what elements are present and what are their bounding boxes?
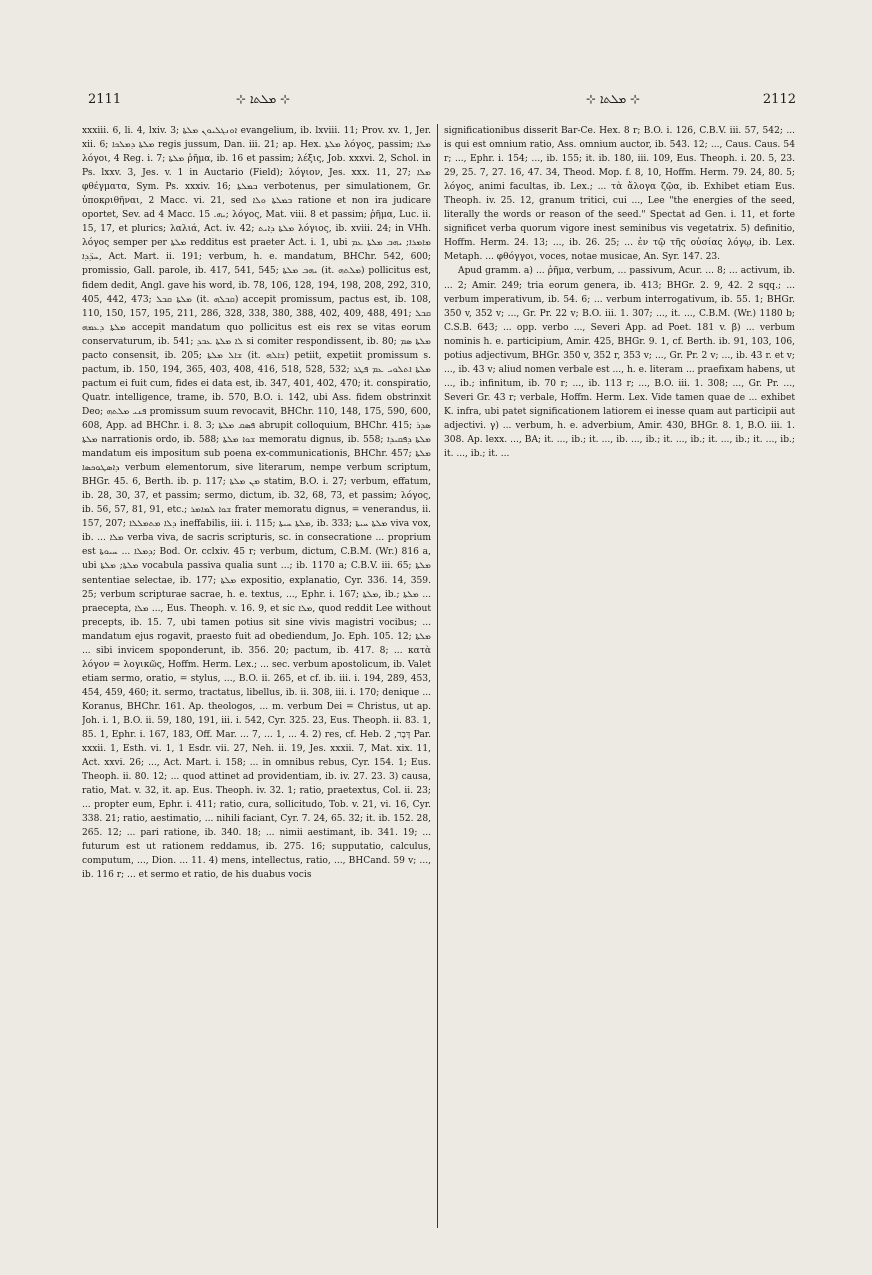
- page-number-left: 2111: [88, 92, 122, 107]
- left-text-column: [82, 124, 431, 1234]
- right-column-paragraph-1: significationibus disserit Bar-Ce. Hex. 8 r; B.O. i. 126, C.B.V. iii. 57, 542; ... is qui est omnium ratio, Ass. omnium auctor, ib. 543. 12; ..., Caus. Caus. 54 r; ..., Ephr. i. 154; ..., ib. 155; it. ib. 180, iii. 109, Eus. Theoph. i. 20. 5, 23. 29, 25. 7, 27. 16, 47. 34, Theod. Mop. f. 8, 10, Hoffm. Herm. 79. 24, 80. 5; λόγος, animi facultas, ib. Lex.; ... τὰ ἄλογα ζῷα, ib. Exhibet etiam Eus. Theoph. iv. 25. 12, granum tritici, cui ..., Lee "the energies of the seed, literally the words or reason of the seed." Spectat ad Gen. i. 11, et forte significet verba quorum vigore inest seminibus vis vegetatrix. 5) definitio, Hoffm. Herm. 24. 13; ..., ib. 26. 25; ... ἐν τῷ τῆς οὐσίας λόγῳ, ib. Lex. Metaph. ... φθόγγοι, voces, notae musicae, An. Syr. 147. 23.: [444, 126, 795, 263]
- running-head-left: ⊹ ܡܠܬܐ ⊹: [236, 92, 291, 106]
- column-divider: [437, 124, 438, 1228]
- left-column-paragraph: xxxiii. 6, li. 4, lxiv. 3; ܐܘܢܓܠܝܘܢ ܡܠܬܐ evangelium, ib. lxviii. 11; Prov. xv. 1, Jer. xii. 6; ܡܠܬܐ ܕܡܠܟܐ regis jussum, Dan. iii. 21; ap. Hex. ܡܠܬܐ λόγος, passim; ܡܠܐ λόγοι, 4 Reg. i. 7; ܡܠܬܐ ῥῆμα, ib. 16 et passim; λέξις, Job. xxxvi. 2, Schol. in Ps. lxxv. 3, Jes. v. 1 in Auctario (Field); λόγιον, Jes. xxx. 11, 27; ܡܠܐ φθέγματα, Sym. Ps. xxxiv. 16; ܒܡܠܬܐ verbotenus, per simulationem, Gr. ὑποκριθῆναι, 2 Macc. vi. 21, sed ܒܡܠܬܐ ܘܠܐ ratione et non ira judicare oportet, Sev. ad 4 Macc. ܝܗ. 15; λόγος, Mat. viii. 8 et passim; ῥῆμα, Luc. ii. 15, 17, et plurics; λαλιά, Act. iv. 42; ܡܠܬܐ ܕܐܝܬ λόγιος, ib. xviii. 24; in VHh. λόγος semper per ܡܠܬܐ redditus est praeter Act. i. 1, ubi ܡܐܡܪܐ; ܝܗܒ ܡܠܬܐ ܥܡ ܚܕ̈ܕܐ, Act. Mart. ii. 191; verbum, h. e. mandatum, BHChr. 542, 600; promissio, Gall. parole, ib. 417, 541, 545; ܝܗܒ ܡܠܬܐ (it. ܡܠܬܗ) pollicitus est, fidem dedit, Angl. gave his word, ib. 78, 106, 128, 194, 198, 208, 292, 310, 405, 442, 473; ܡܠܬܐ ܩܒܠ (it. ܩܒܠܗ) accepit promissum, pactus est, ib. 108, 110, 150, 157, 195, 211, 286, 328, 338, 380, 388, 402, 409, 488, 491; ܩܒܠ ܡܠܬܐ ܕܥܡܗ accepit mandatum quo pollicitus est eis rex se vitas eorum conservaturum, ib. 541; ܠܐ ܡܠܬܐ ܥܒܕ si comiter respondissent, ib. 80; ܡܠܬܐ ܣܡ pacto consensit, ib. 205; ܫܐܠ ܡܠܬܐ (it. ܫܐܠܗ) petiit, expetiit promissum s. pactum, ib. 150, 194, 365, 403, 408, 416, 518, 528, 532; ܡܠܬܐ ܐܬܠܘܝ ܥܡ ܦܛܪ pactum ei fuit cum, fides ei data est, ib. 347, 401, 402, 470; it. conspiratio, Quatr. intelligence, trame, ib. 570, B.O. i. 142, ubi Ass. fidem obstrinxit Deo; ܦܢܝ ܡܠܬܗ promissum suum revocavit, BHChr. 110, 148, 175, 590, 600, 608, App. ad BHChr. i. 8. 3; ܦܣܩ ܡܠܬܐ abrupit colloquium, BHChr. 415; ܣܕܪ ܡܠܬܐ narrationis ordo, ib. 588; ܫܘܐ ܡܠܬܐ memoratu dignus, ib. 558; ܡܠܬܐ ܕܦܩܝܕܐ mandatum eis impositum sub poena ex-communicationis, BHChr. 457; ܡܠܬܐ ܕܐܣܛܘܟܣܐ verbum elementorum, sive literarum, nempe verbum scriptum, BHGr. 45. 6, Berth. ib. p. 117; ܡܢ ܡܠܬܐ statim, B.O. i. 27; verbum, effatum, ib. 28, 30, 37, et passim; sermo, dictum, ib. 32, 68, 73, et passim; λόγος, ib. 56, 57, 81, 91, etc.; ܫܘܐ ܠܡܐܡܪ frater memoratu dignus, = venerandus, ii. 157, 207; ܕܠܐ ܡܬܡܠܠܐ ineffabilis, iii. i. 115; ܡܠܬܐ ܚܝܬܐ, ib. 333; ܡܠܬܐ ܚܝܬܐ viva vox, ib. ... ܡܠܐ verba viva, de sacris scripturis, sc. in consecratione ... proprium est ܕܡܠܐ ... ܚܝܘܬܐ; Bod. Or. cclxiv. 45 r; verbum, dictum, C.B.M. (Wr.) 816 a, ubi ܡܠܬܐ; ܡܠܬܐ vocabula passiva qualia sunt ...; ib. 1170 a; C.B.V. iii. 65; ܡܠܬܐ sententiae selectae, ib. 177; ܡܠܬܐ expositio, explanatio, Cyr. 336. 14, 359. 25; verbum scripturae sacrae, h. e. textus, ..., Ephr. i. 167; ܡܠܬܐ, ib.; ܡܠܬܐ ... praecepta, ܡܠܐ ..., Eus. Theoph. v. 16. 9, et sic ܡܠܐ, quod reddit Lee without precepts, ib. 15. 7, ubi tamen potius sit sine vivis magistri vocibus; ... mandatum ejus rogavit, praesto fuit ad obediendum, Jo. Eph. 105. 12; ܡܠܬܐ ... sibi invicem spoponderunt, ib. 356. 20; pactum, ib. 417. 8; ... κατὰ λόγον = λογικῶς, Hoffm. Herm. Lex.; ... sec. verbum apostolicum, ib. Valet etiam sermo, oratio, = stylus, ..., B.O. ii. 265, et cf. ib. iii. i. 194, 289, 453, 454, 459, 460; it. sermo, tractatus, libellus, ib. ii. 308, iii. i. 170; denique ... Koranus, BHChr. 161. Ap. theologos, ... m. verbum Dei = Christus, ut ap. Joh. i. 1, B.O. ii. 59, 180, 191, iii. i. 542, Cyr. 325. 23, Eus. Theoph. ii. 83. 1, 85. 1, Ephr. i. 167, 183, Off. Mar. ... 7, ... 1, ... 4. 2) res, cf. Heb. דָּבָר, 2 Par. xxxii. 1, Esth. vi. 1, 1 Esdr. vii. 27, Neh. ii. 19, Jes. xxxii. 7, Mat. xix. 11, Act. xxvi. 26; ..., Act. Mart. i. 158; ... in omnibus rebus, Cyr. 154. 1; Eus. Theoph. ii. 80. 12; ... quod attinet ad providentiam, ib. iv. 27. 23. 3) causa, ratio, Mat. v. 32, it. ap. Eus. Theoph. iv. 32. 1; ratio, praetextus, Col. ii. 23; ... propter eum, Ephr. i. 411; ratio, cura, sollicitudo, Tob. v. 21, vi. 16, Cyr. 338. 21; ratio, aestimatio, ... nihili faciant, Cyr. 7. 24, 65. 32; it. ib. 152. 28, 265. 12; ... pari ratione, ib. 340. 18; ... nimii aestimant, ib. 341. 19; ... futurum est ut rationem reddamus, ib. 275. 16; supputatio, calculus, computum, ..., Dion. ... 11. 4) mens, intellectus, ratio, ..., BHCand. 59 v; ..., ib. 116 r; ... et sermo et ratio, de his duabus vocis: [82, 126, 431, 881]
- right-column-paragraph-2: Apud gramm. a) ... ῥῆμα, verbum, ... passivum, Acur. ... 8; ... activum, ib. ... 2; Amir. 249; tria eorum genera, ib. 413; BHGr. 2. 9, 42. 2 sqq.; ... verbum imperativum, ib. 54. 6; ... verbum interrogativum, ib. 55. 1; BHGr. 350 v, 352 v; ..., Gr. Pr. 22 v; B.O. iii. 1. 307; ..., it. ..., C.B.M. (Wr.) 1180 b; C.S.B. 643; ... opp. verbo ..., Severi App. ad Poet. 181 v. β) ... verbum nominis h. e. participium, Amir. 425, BHGr. 9. 1, cf. Berth. ib. 91, 103, 106, potius adjectivum, BHGr. 350 v, 352 r, 353 v; ..., Gr. Pr. 2 v; ..., ib. 43 r. et v; ..., ib. 43 v; aliud nomen verbale est ..., h. e. literam ... praefixam habens, ut ..., ib.; infinitum, ib. 70 r; ..., ib. 113 r; ..., B.O. iii. 1. 308; ..., Gr. Pr. ..., Severi Gr. 43 r; verbale, Hoffm. Herm. Lex. Vide tamen quae de ... exhibet K. infra, ubi patet significationem latiorem ei inesse quam aut participii aut adjectivi. γ) ... verbum, h. e. adverbium, Amir. 430, BHGr. 8. 1, B.O. iii. 1. 308. Ap. lexx. ..., BA; it. ..., ib.; it. ..., ib. ..., ib.; it. ..., ib.; it. ..., ib.; it. ..., ib.; it. ..., ib.; it. ...: [444, 266, 795, 460]
- page-number-right: 2112: [762, 92, 796, 107]
- running-head-right: ⊹ ܡܠܬܐ ⊹: [586, 92, 641, 106]
- right-text-column: [444, 124, 795, 1234]
- page-header: [88, 92, 796, 114]
